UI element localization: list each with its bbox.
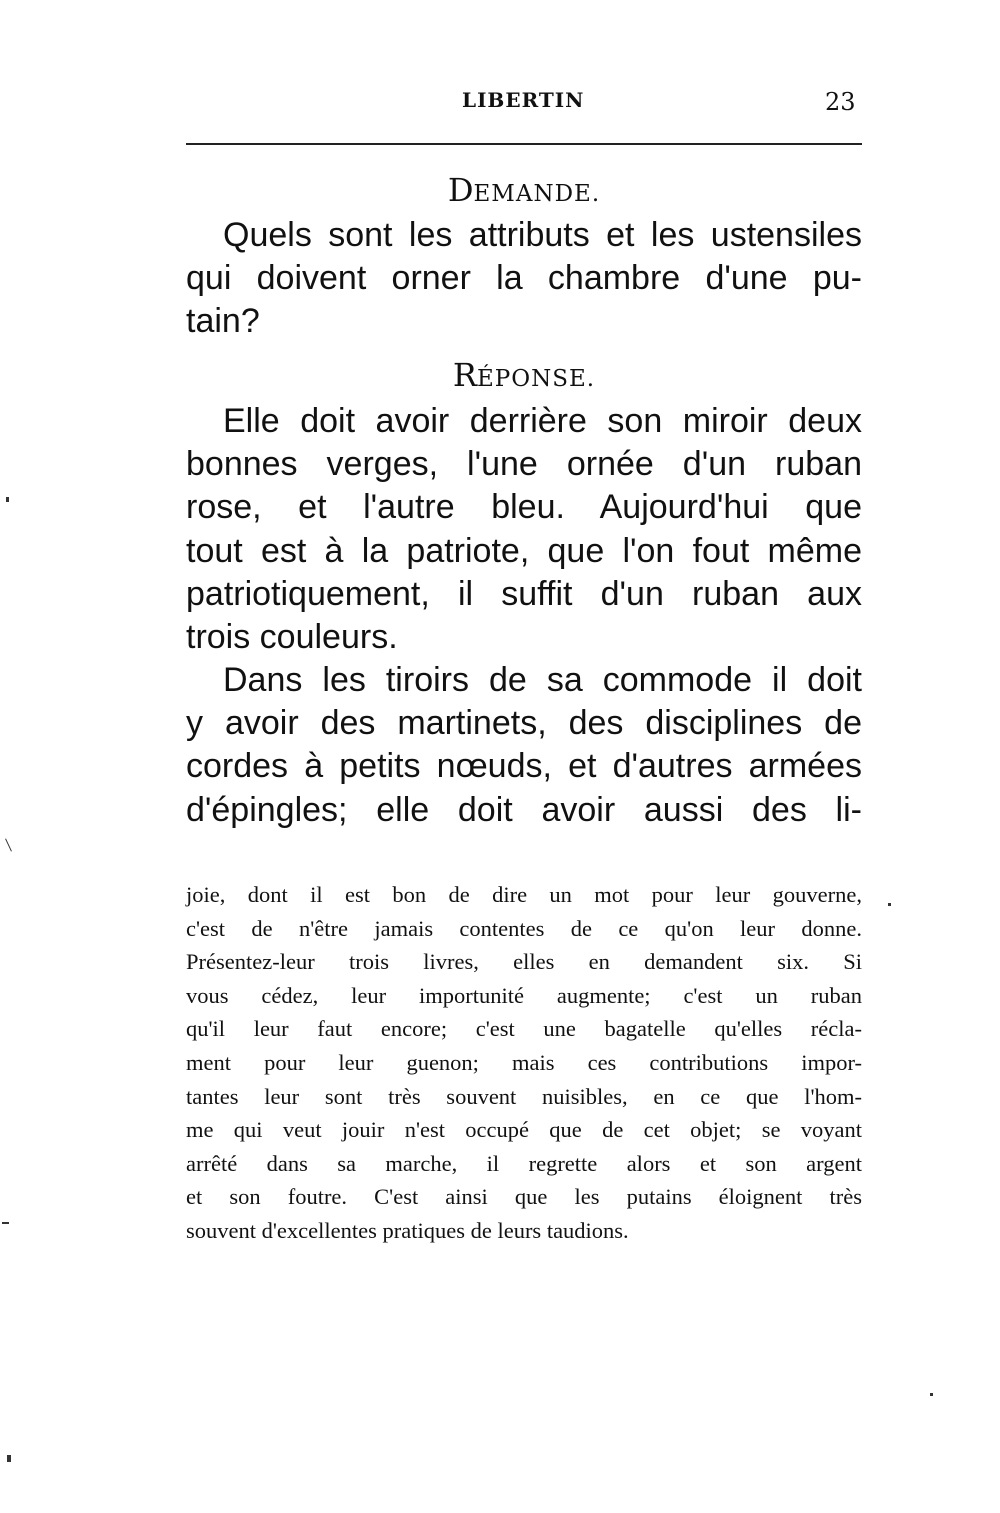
footnote-line: Présentez-leur trois livres, elles en demandent six. Si bbox=[186, 949, 862, 975]
text-line: patriotiquement, il suffit d'un ruban aux bbox=[186, 574, 862, 613]
scan-speck bbox=[930, 1393, 933, 1396]
question-heading-initial: D bbox=[447, 171, 474, 209]
scan-speck bbox=[5, 838, 12, 851]
header-rule bbox=[186, 143, 862, 145]
footnote-line: arrêté dans sa marche, il regrette alors et son argent bbox=[186, 1150, 862, 1176]
footnote bbox=[186, 878, 862, 1248]
footnote-line: souvent d'excellentes pratiques de leurs taudions. bbox=[186, 1217, 629, 1243]
footnote-line: c'est de n'être jamais contentes de ce qu'on leur donne. bbox=[186, 915, 862, 941]
footnote-line: tantes leur sont très souvent nuisibles, en ce que l'hom- bbox=[186, 1083, 862, 1109]
footnote-line: me qui veut jouir n'est occupé que de cet objet; se voyant bbox=[186, 1117, 862, 1143]
text-line: Dans les tiroirs de sa commode il doit bbox=[223, 661, 862, 699]
text-line: trois couleurs. bbox=[186, 617, 398, 656]
text-line: Quels sont les attributs et les ustensiles bbox=[223, 216, 862, 254]
text-line: d'épingles; elle doit avoir aussi des li- bbox=[186, 790, 862, 829]
text-line: cordes à petits nœuds, et d'autres armées bbox=[186, 747, 862, 786]
text-line: tain? bbox=[186, 302, 260, 341]
text-line: bonnes verges, l'une ornée d'un ruban bbox=[186, 445, 862, 484]
footnote-line: vous cédez, leur importunité augmente; c'est un ruban bbox=[186, 982, 862, 1008]
scan-speck bbox=[888, 903, 891, 906]
footnote-line: joie, dont il est bon de dire un mot pour leur gouverne, bbox=[186, 882, 862, 907]
answer-paragraph-2 bbox=[186, 659, 862, 832]
answer-heading bbox=[186, 355, 862, 399]
scan-speck bbox=[2, 1222, 9, 1224]
text-line: tout est à la patriote, que l'on fout même bbox=[186, 531, 862, 570]
text-line: y avoir des martinets, des disciplines de bbox=[186, 704, 862, 743]
answer-heading-rest: ÉPONSE. bbox=[476, 366, 596, 392]
answer-paragraph-1 bbox=[186, 400, 862, 659]
text-line: Elle doit avoir derrière son miroir deux bbox=[223, 402, 862, 440]
answer-heading-initial: R bbox=[452, 356, 477, 394]
question-text bbox=[186, 214, 862, 344]
text-line: qui doivent orner la chambre d'une pu- bbox=[186, 259, 862, 298]
footnote-line: ment pour leur guenon; mais ces contributions impor- bbox=[186, 1049, 862, 1075]
footnote-line: et son foutre. C'est ainsi que les putains éloignent très bbox=[186, 1184, 862, 1210]
running-title: LIBERTIN bbox=[462, 88, 585, 112]
question-heading bbox=[186, 170, 862, 214]
scan-speck bbox=[6, 497, 9, 502]
page-number: 23 bbox=[825, 88, 856, 116]
text-line: rose, et l'autre bleu. Aujourd'hui que bbox=[186, 488, 862, 527]
footnote-line: qu'il leur faut encore; c'est une bagatelle qu'elles récla- bbox=[186, 1016, 862, 1042]
question-heading-rest: EMANDE. bbox=[473, 181, 601, 207]
scan-speck bbox=[7, 1455, 11, 1462]
